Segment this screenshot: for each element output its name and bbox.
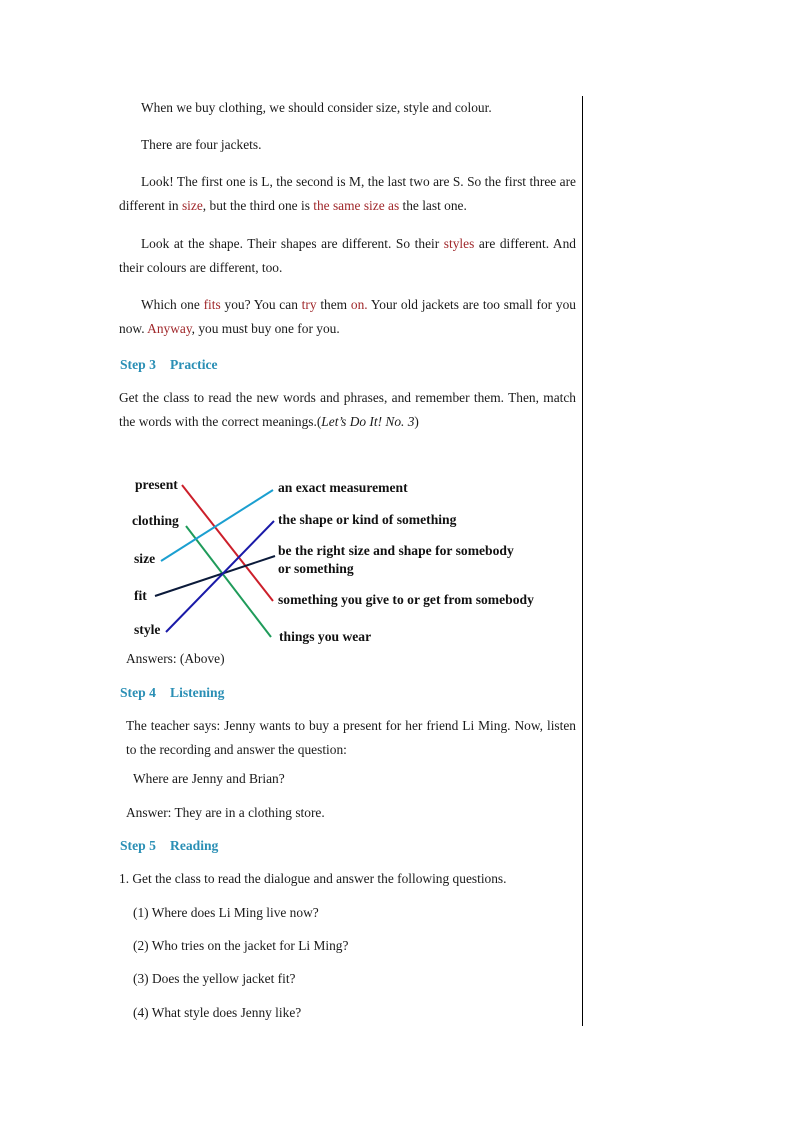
step3-instructions — [119, 386, 576, 434]
meaning-give-or-get: something you give to or get from somebody — [278, 592, 534, 607]
text-run: Which one — [141, 297, 204, 312]
word-fit: fit — [134, 588, 147, 603]
line-fit — [155, 556, 275, 596]
step3-heading — [120, 357, 218, 373]
text-run: are different. And their colours are different, too. — [119, 236, 576, 275]
text-run: them — [316, 297, 351, 312]
step-title: Reading — [170, 838, 219, 853]
word-size: size — [134, 551, 156, 566]
word-present: present — [135, 477, 178, 492]
text-run: Your old jackets are too small for you now. — [119, 297, 576, 336]
book-reference: Let’s Do It! No. 3 — [321, 414, 415, 429]
step5-question-3: (3) Does the yellow jacket fit? — [133, 971, 296, 986]
meaning-right-size-line1: be the right size and shape for somebody — [278, 543, 514, 558]
paragraph-fits — [119, 293, 576, 341]
margin-rule — [582, 96, 583, 1026]
line-style — [166, 521, 274, 632]
text-run: Look! The first one is L, the second is M, the last two are S. So the first three are different in — [119, 174, 576, 213]
step4-instructions: The teacher says: Jenny wants to buy a present for her friend Li Ming. Now, listen to the recording and answer the question: — [126, 718, 576, 757]
text-run: , but the third one is — [202, 198, 314, 213]
meaning-exact-measurement: an exact measurement — [278, 480, 408, 495]
meaning-shape-or-kind: the shape or kind of something — [278, 512, 457, 527]
step4-answer: Answer: They are in a clothing store. — [126, 805, 325, 820]
step4-heading — [120, 685, 224, 701]
step5-question-1: (1) Where does Li Ming live now? — [133, 905, 319, 920]
step5-question-2: (2) Who tries on the jacket for Li Ming? — [133, 938, 349, 953]
step4-question: Where are Jenny and Brian? — [133, 771, 285, 786]
paragraph-four-jackets: There are four jackets. — [141, 137, 262, 152]
step5-question-4: (4) What style does Jenny like? — [133, 1005, 302, 1020]
highlight-styles: styles — [443, 236, 475, 251]
highlight-fits: fits — [203, 297, 221, 312]
step-number: Step 5 — [120, 838, 156, 853]
step-title: Practice — [170, 357, 218, 372]
word-style: style — [134, 622, 161, 637]
text-run: Get the class to read the new words and phrases, and remember them. Then, match the words with the correct meanings.( — [119, 390, 576, 429]
matching-exercise — [120, 470, 580, 650]
meaning-things-you-wear: things you wear — [279, 629, 372, 644]
text-run: the last one. — [399, 198, 467, 213]
step-title: Listening — [170, 685, 225, 700]
meaning-right-size-line2: or something — [278, 561, 354, 576]
highlight-try: try — [301, 297, 317, 312]
step5-heading — [120, 838, 218, 854]
highlight-same-size: the same size as — [313, 198, 400, 213]
text-run: Look at the shape. Their shapes are different. So their — [141, 236, 444, 251]
paragraph-styles — [119, 232, 576, 280]
text-run: , you must buy one for you. — [191, 321, 340, 336]
paragraph-clothing-intro: When we buy clothing, we should consider size, style and colour. — [141, 100, 492, 115]
step-number: Step 4 — [120, 685, 156, 700]
text-run: you? You can — [220, 297, 302, 312]
line-present — [182, 485, 273, 601]
step5-intro: 1. Get the class to read the dialogue and answer the following questions. — [119, 871, 507, 886]
highlight-on: on. — [350, 297, 368, 312]
highlight-size: size — [181, 198, 203, 213]
highlight-anyway: Anyway — [147, 321, 192, 336]
word-clothing: clothing — [132, 513, 179, 528]
text-run: ) — [414, 414, 419, 429]
answers-note: Answers: (Above) — [126, 651, 225, 666]
paragraph-sizes — [119, 170, 576, 218]
step-number: Step 3 — [120, 357, 156, 372]
